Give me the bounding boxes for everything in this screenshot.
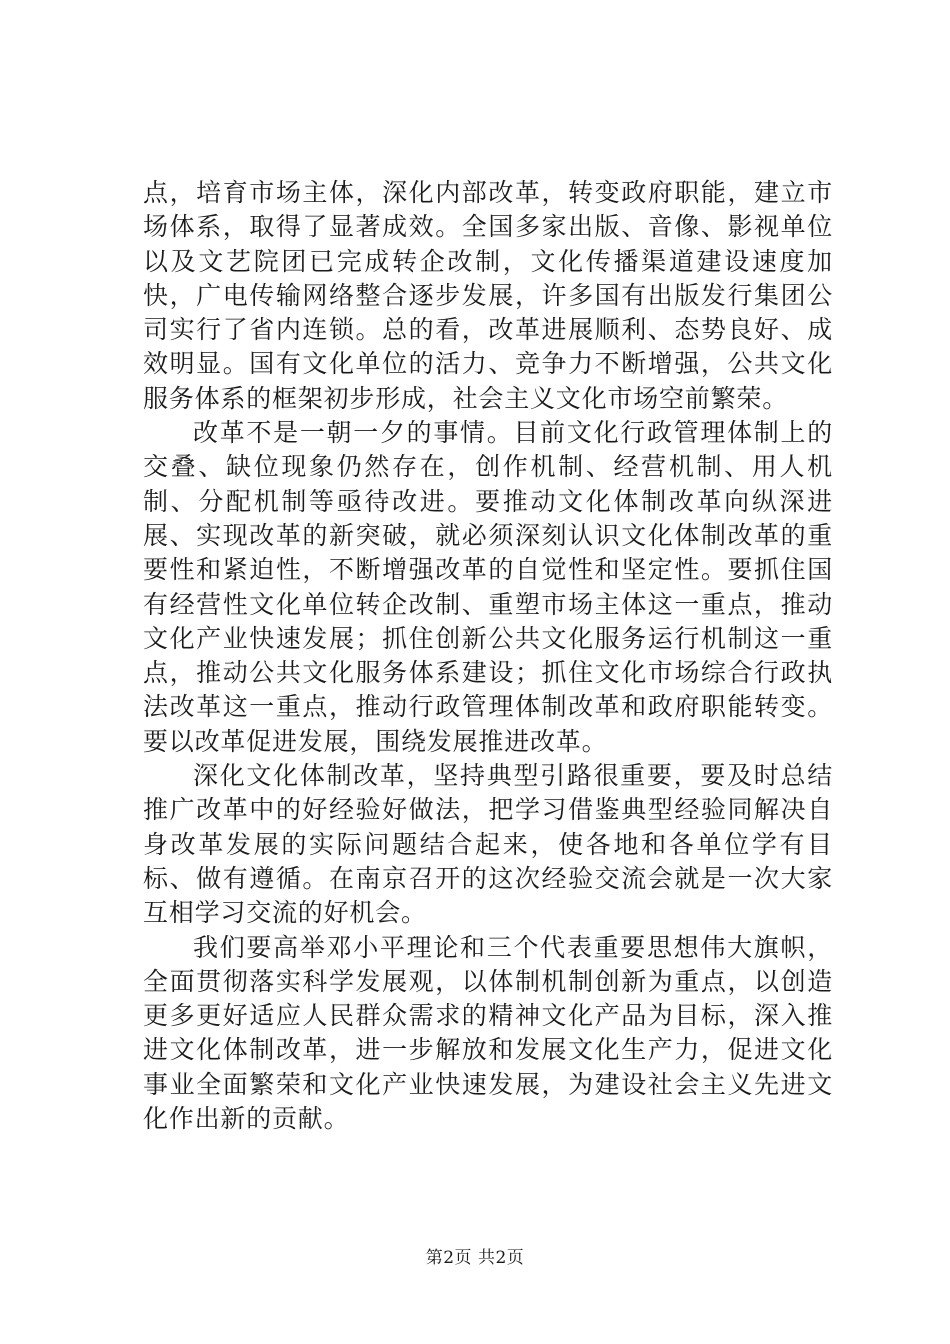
- paragraph-2: 改革不是一朝一夕的事情。目前文化行政管理体制上的交叠、缺位现象仍然存在，创作机制、经营机制、用人机制、分配机制等亟待改进。要推动文化体制改革向纵深进展、实现改革的新突破，就必须深刻认识文化体制改革的重要性和紧迫性，不断增强改革的自觉性和坚定性。要抓住国有经营性文化单位转企改制、重塑市场主体这一重点，推动文化产业快速发展；抓住创新公共文化服务运行机制这一重点，推动公共文化服务体系建设；抓住文化市场综合行政执法改革这一重点，推动行政管理体制改革和政府职能转变。要以改革促进发展，围绕发展推进改革。: [143, 418, 833, 756]
- paragraph-4: 我们要高举邓小平理论和三个代表重要思想伟大旗帜，全面贯彻落实科学发展观，以体制机制创新为重点，以创造更多更好适应人民群众需求的精神文化产品为目标，深入推进文化体制改革，进一步解放和发展文化生产力，促进文化事业全面繁荣和文化产业快速发展，为建设社会主义先进文化作出新的贡献。: [143, 932, 833, 1134]
- paragraph-1: 点，培育市场主体，深化内部改革，转变政府职能，建立市场体系，取得了显著成效。全国多家出版、音像、影视单位以及文艺院团已完成转企改制，文化传播渠道建设速度加快，广电传输网络整合逐步发展，许多国有出版发行集团公司实行了省内连锁。总的看，改革进展顺利、态势良好、成效明显。国有文化单位的活力、竞争力不断增强，公共文化服务体系的框架初步形成，社会主义文化市场空前繁荣。: [143, 178, 833, 413]
- document-body: [143, 176, 833, 1136]
- page-footer: [0, 1243, 950, 1268]
- paragraph-3: 深化文化体制改革，坚持典型引路很重要，要及时总结推广改革中的好经验好做法，把学习借鉴典型经验同解决自身改革发展的实际问题结合起来，使各地和各单位学有目标、做有遵循。在南京召开的这次经验交流会就是一次大家互相学习交流的好机会。: [143, 761, 833, 928]
- page-number-label: 第2页 共2页: [425, 1248, 525, 1268]
